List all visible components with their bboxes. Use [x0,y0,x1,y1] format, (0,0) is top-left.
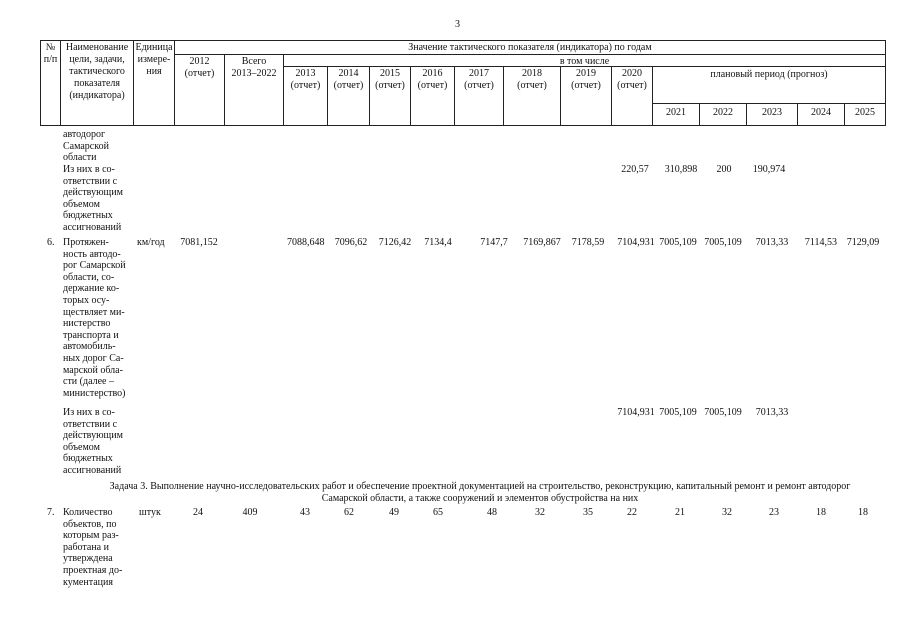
row7-name: Количество объектов, по которым раз- работана и утверждена проектная до- кументация [63,507,123,588]
header-year-2024: 2024 [797,103,845,126]
row7-value-2013: 43 [300,507,310,518]
row7-value-2017: 48 [487,507,497,518]
row6-value-2020: 7104,931 [617,237,655,248]
row6-value-2013: 7088,648 [287,237,325,248]
row6-subrow-value-2021: 7005,109 [659,407,697,418]
header-year-2023: 2023 [746,103,798,126]
row6-subrow-label: Из них в со- ответствии с действующим объемом бюджетных ассигнований [63,407,123,476]
row6-unit: км/год [137,237,165,248]
row7-value-2023: 23 [769,507,779,518]
row7-value-2012: 24 [193,507,203,518]
row7-number: 7. [47,507,55,518]
row6-value-2014: 7096,62 [334,237,368,248]
row7-value-2022: 32 [722,507,732,518]
header-plan: плановый период (прогноз) [652,66,886,104]
header-year-2015: 2015 (отчет) [369,66,411,126]
row7-unit: штук [139,507,161,518]
row6-value-2018: 7169,867 [523,237,561,248]
page-number: 3 [455,19,460,30]
row7-value-2025: 18 [858,507,868,518]
header-group: Значение тактического показателя (индикатора) по годам [174,40,886,55]
header-2012: 2012 (отчет) [174,54,225,126]
header-year-2025: 2025 [844,103,886,126]
row6-value-2019: 7178,59 [571,237,605,248]
row7-value-2024: 18 [816,507,826,518]
row7-value-2016: 65 [433,507,443,518]
subrow-label: Из них в со- ответствии с действующим объемом бюджетных ассигнований [63,164,123,233]
header-year-2016: 2016 (отчет) [410,66,455,126]
header-year-2017: 2017 (отчет) [454,66,504,126]
row6-name: Протяжен- ность автодо- рог Самарской области, со- держание ко- торых осу- ществляет ми- нистерство транспорта и автомобиль- ных дорог Са- марской обла- сти (далее – министерство) [63,237,126,399]
row7-value-total: 409 [242,507,258,518]
header-year-2014: 2014 (отчет) [327,66,370,126]
row6-value-2023: 7013,33 [755,237,789,248]
subrow-value-2020: 220,57 [621,164,649,175]
row6-value-2017: 7147,7 [480,237,508,248]
row7-value-2014: 62 [344,507,354,518]
row6-value-2016: 7134,4 [424,237,452,248]
header-year-2022: 2022 [699,103,747,126]
row6-value-2015: 7126,42 [378,237,412,248]
row6-value-2024: 7114,53 [804,237,838,248]
continued-indicator-name: автодорог Самарской области [63,129,109,164]
row6-value-2025: 7129,09 [846,237,880,248]
header-year-2018: 2018 (отчет) [503,66,561,126]
header-year-2020: 2020 (отчет) [611,66,653,126]
row6-subrow-value-2020: 7104,931 [617,407,655,418]
row7-value-2018: 32 [535,507,545,518]
row7-value-2021: 21 [675,507,685,518]
row6-value-2022: 7005,109 [704,237,742,248]
row7-value-2015: 49 [389,507,399,518]
row6-number: 6. [47,237,55,248]
row6-value-2012: 7081,152 [180,237,218,248]
header-year-2021: 2021 [652,103,700,126]
header-year-2019: 2019 (отчет) [560,66,612,126]
header-unit: Единица измере- ния [133,40,175,126]
header-subgroup: в том числе [283,54,886,67]
header-name: Наименование цели, задачи, тактического показателя (индикатора) [60,40,134,126]
row7-value-2020: 22 [627,507,637,518]
header-total: Всего 2013–2022 [224,54,284,126]
task3-heading: Задача 3. Выполнение научно-исследовательских работ и обеспечение проектной документацией на строительство, реконструкцию, капитальный ремонт и ремонт автодорог Самарской области, а также сооружений и элементов обустройства на них [109,481,851,504]
subrow-value-2021: 310,898 [664,164,698,175]
subrow-value-2023: 190,974 [752,164,786,175]
row6-value-2021: 7005,109 [659,237,697,248]
row6-subrow-value-2023: 7013,33 [755,407,789,418]
row6-subrow-value-2022: 7005,109 [704,407,742,418]
table-header [40,40,886,126]
header-year-2013: 2013 (отчет) [283,66,328,126]
row7-value-2019: 35 [583,507,593,518]
header-no: № п/п [40,40,61,126]
subrow-value-2022: 200 [716,164,732,175]
